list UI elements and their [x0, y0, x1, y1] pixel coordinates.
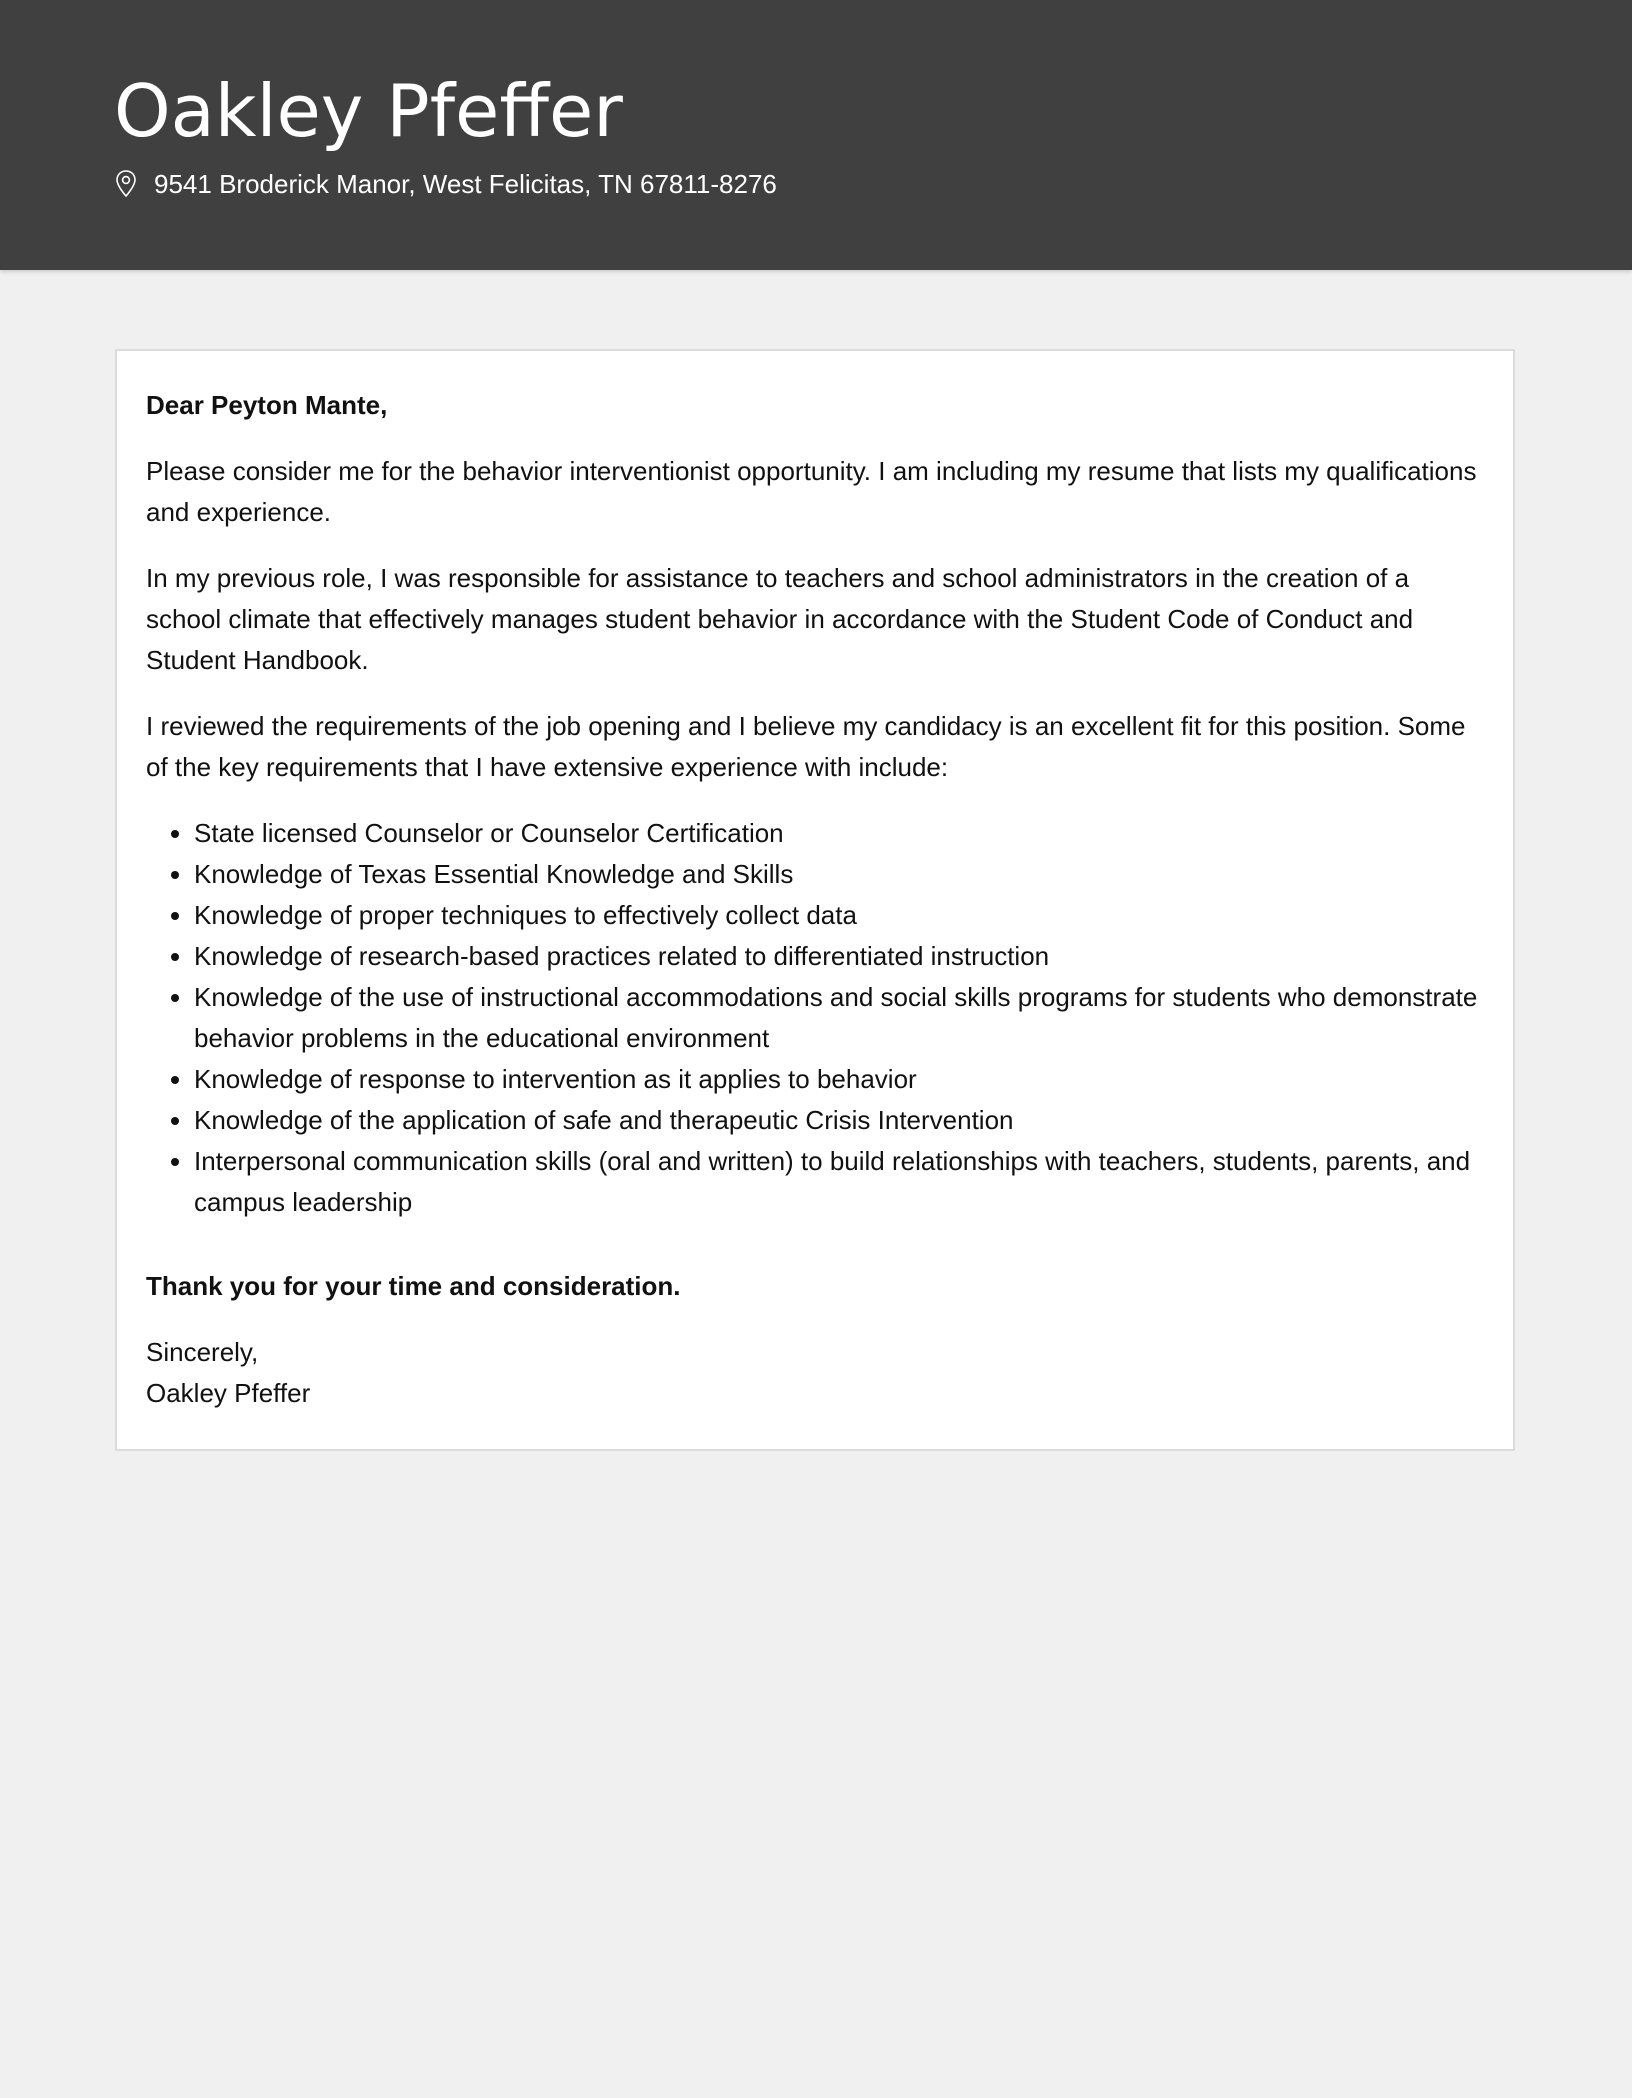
header-banner	[0, 0, 1632, 270]
applicant-name: Oakley Pfeffer	[114, 69, 623, 153]
map-pin-icon	[114, 169, 138, 199]
list-item: • Interpersonal communication skills (oral and written) to build relationships with teachers, students, parents, and campus leadership	[194, 1141, 1483, 1223]
list-item: • Knowledge of response to intervention as it applies to behavior	[194, 1059, 1483, 1100]
paragraph-previous-role: In my previous role, I was responsible for assistance to teachers and school administrators in the creation of a school climate that effectively manages student behavior in accordance with the Student Code of Conduct and Student Handbook.	[146, 563, 1414, 675]
paragraph-requirements-intro: I reviewed the requirements of the job opening and I believe my candidacy is an excellent fit for this position. Some of the key requirements that I have extensive experience with include:	[146, 711, 1466, 782]
requirements-list	[146, 813, 1483, 1223]
address-text: 9541 Broderick Manor, West Felicitas, TN 67811-8276	[154, 169, 777, 199]
signature: Oakley Pfeffer	[146, 1378, 311, 1408]
thank-you-line: Thank you for your time and consideration.	[146, 1271, 681, 1301]
list-item: • Knowledge of proper techniques to effectively collect data	[194, 895, 1483, 936]
letter-card	[115, 349, 1515, 1451]
greeting: Dear Peyton Mante,	[146, 390, 388, 420]
list-item: • Knowledge of the application of safe and therapeutic Crisis Intervention	[194, 1100, 1483, 1141]
list-item: • Knowledge of research-based practices related to differentiated instruction	[194, 936, 1483, 977]
list-item: • State licensed Counselor or Counselor Certification	[194, 813, 1483, 854]
paragraph-intro: Please consider me for the behavior interventionist opportunity. I am including my resume that lists my qualifications and experience.	[146, 456, 1477, 527]
list-item: • Knowledge of Texas Essential Knowledge and Skills	[194, 854, 1483, 895]
address-row	[114, 166, 777, 202]
closing: Sincerely,	[146, 1337, 259, 1367]
list-item: • Knowledge of the use of instructional accommodations and social skills programs for students who demonstrate behavior problems in the educational environment	[194, 977, 1483, 1059]
